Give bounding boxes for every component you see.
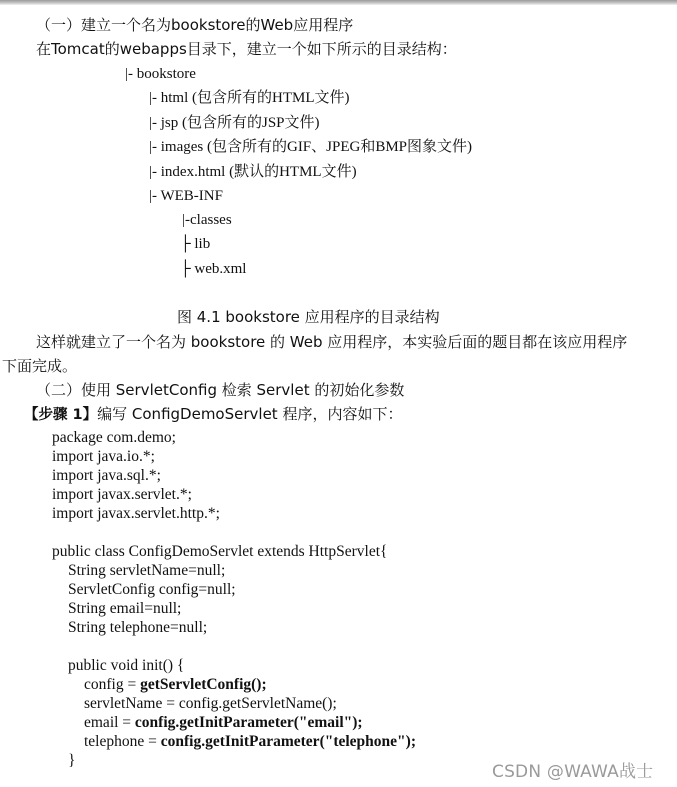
paragraph-line-1: 这样就建立了一个名为 bookstore 的 Web 应用程序，本实验后面的题目都在该应用程序 bbox=[36, 333, 628, 351]
tree-item: |- bookstore bbox=[125, 66, 196, 82]
tree-item: ├ lib bbox=[180, 236, 211, 252]
paragraph-line-2: 下面完成。 bbox=[2, 357, 78, 375]
code-init-line bbox=[84, 713, 363, 732]
step1-text: 编写 ConfigDemoServlet 程序，内容如下： bbox=[97, 405, 403, 423]
code-line: import javax.servlet.http.*; bbox=[52, 505, 220, 522]
step1-label: 【步骤 1】 bbox=[24, 407, 98, 423]
top-border bbox=[0, 0, 677, 5]
code-init-line bbox=[84, 694, 337, 713]
code-bold-text: config.getInitParameter("telephone"); bbox=[160, 733, 416, 750]
section1-heading: （一）建立一个名为bookstore的Web应用程序 bbox=[36, 16, 354, 34]
step1-line bbox=[24, 404, 402, 425]
tree-item: |- html (包含所有的HTML文件) bbox=[149, 90, 350, 106]
section1-intro: 在Tomcat的webapps目录下，建立一个如下所示的目录结构： bbox=[36, 40, 457, 58]
watermark: CSDN @WAWA战士 bbox=[492, 762, 654, 782]
code-field: ServletConfig config=null; bbox=[68, 581, 236, 598]
code-bold-text: getServletConfig(); bbox=[140, 676, 267, 693]
code-field: String telephone=null; bbox=[68, 619, 208, 636]
code-field: String email=null; bbox=[68, 600, 182, 617]
code-init-line bbox=[84, 675, 267, 694]
code-bold-text: config.getInitParameter("email"); bbox=[134, 714, 363, 731]
code-init-close: } bbox=[68, 752, 76, 769]
code-text: email = bbox=[84, 714, 135, 731]
code-init-declaration: public void init() { bbox=[68, 657, 185, 674]
code-line: import java.sql.*; bbox=[52, 467, 161, 484]
tree-item: ├ web.xml bbox=[180, 261, 247, 277]
code-text: telephone = bbox=[84, 733, 161, 750]
tree-item: |- WEB-INF bbox=[149, 188, 223, 204]
code-class-declaration: public class ConfigDemoServlet extends HttpServlet{ bbox=[52, 543, 388, 560]
tree-item: |- jsp (包含所有的JSP文件) bbox=[149, 115, 320, 131]
code-field: String servletName=null; bbox=[68, 562, 226, 579]
code-text: servletName = config.getServletName(); bbox=[84, 695, 337, 712]
figure-caption: 图 4.1 bookstore 应用程序的目录结构 bbox=[177, 308, 440, 326]
code-line: import javax.servlet.*; bbox=[52, 486, 192, 503]
code-text: config = bbox=[84, 676, 141, 693]
code-init-line bbox=[84, 732, 416, 751]
code-line: import java.io.*; bbox=[52, 448, 155, 465]
tree-item: |- index.html (默认的HTML文件) bbox=[149, 164, 357, 180]
tree-item: |-classes bbox=[182, 212, 232, 228]
section2-heading: （二）使用 ServletConfig 检索 Servlet 的初始化参数 bbox=[36, 381, 405, 399]
tree-item: |- images (包含所有的GIF、JPEG和BMP图象文件) bbox=[149, 139, 473, 155]
code-line: package com.demo; bbox=[52, 429, 176, 446]
